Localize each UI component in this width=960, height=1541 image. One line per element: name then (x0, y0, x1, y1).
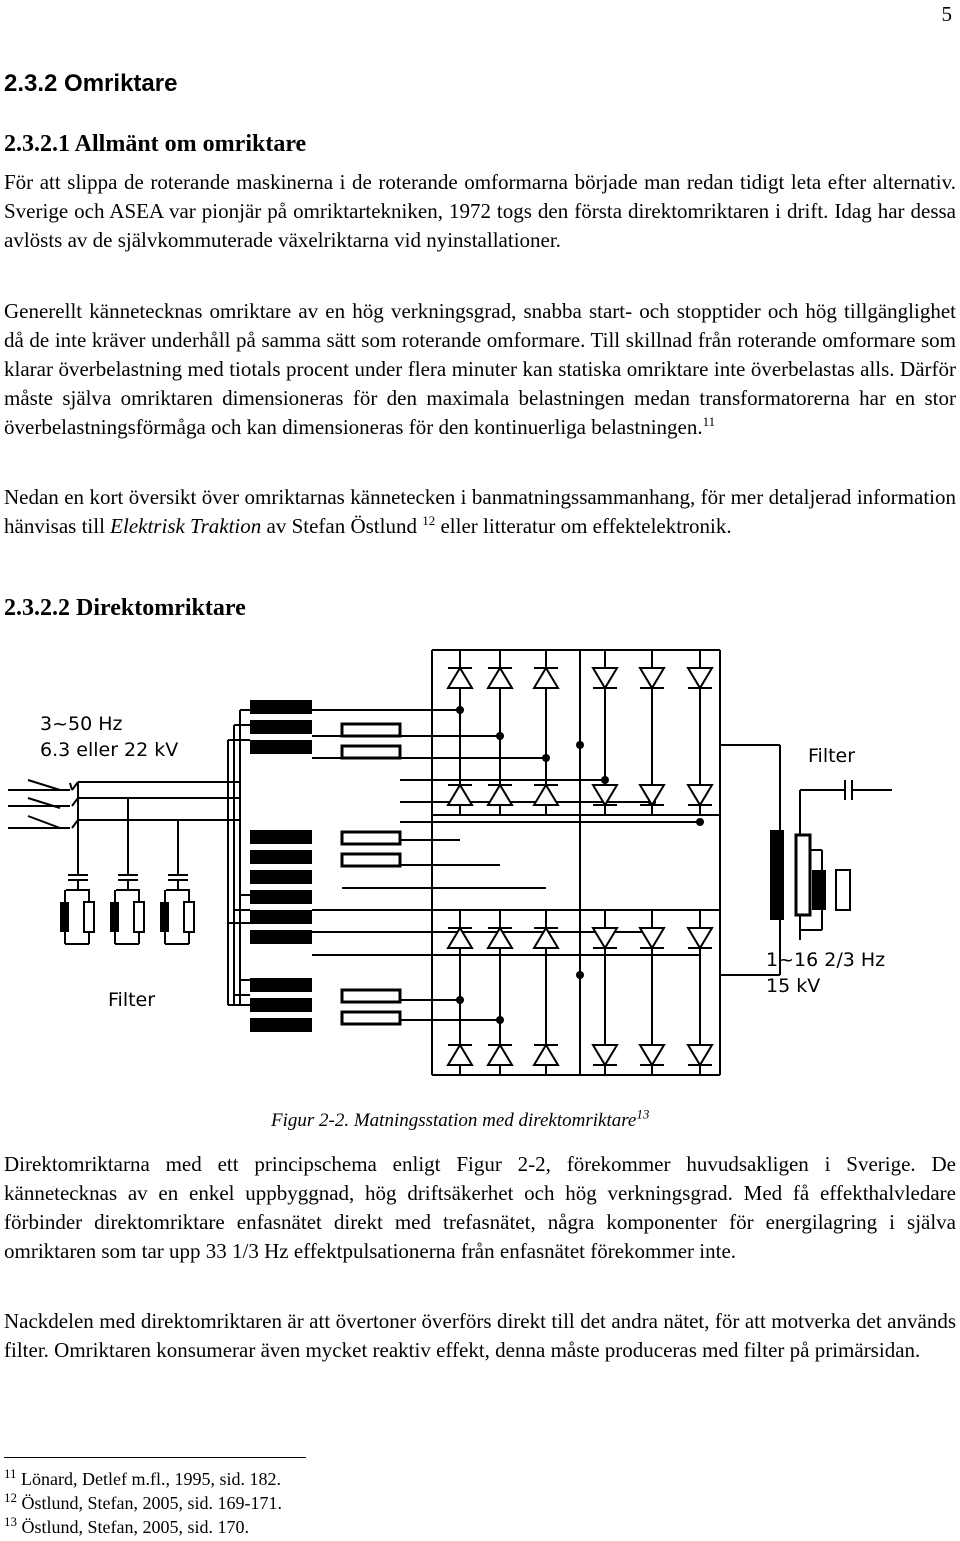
footnote-ref-12: 12 (422, 513, 436, 528)
section-heading: 2.3.2 Omriktare (4, 70, 178, 97)
paragraph-overview-before: Nedan en kort översikt över omriktarnas kännetecken i banmatningssammanhang, för mer detaljerad information hänvisas till (4, 485, 956, 538)
label-filter-left: Filter (108, 989, 156, 1011)
footnote-number: 12 (4, 1490, 17, 1505)
figure-caption-text: Figur 2-2. Matningsstation med direktomriktare (271, 1110, 637, 1131)
paragraph-disadvantage: Nackdelen med direktomriktaren är att övertoner överförs direkt till det andra nätet, för att motverka det används filter. Omriktaren konsumerar även mycket reaktiv effekt, denna måste produceras med filter på primärsidan. (4, 1309, 956, 1362)
footnote-text: Lönard, Detlef m.fl., 1995, sid. 182. (21, 1469, 281, 1489)
footnote-text: Östlund, Stefan, 2005, sid. 169-171. (21, 1493, 282, 1513)
paragraph-overview-after: eller litteratur om effektelektronik. (435, 514, 732, 538)
filter-right (812, 870, 850, 910)
book-title: Elektrisk Traktion (110, 514, 262, 538)
footnote-11 (4, 1468, 281, 1490)
label-input-voltage: 6.3 eller 22 kV (40, 739, 179, 761)
paragraph-direktomriktare: Direktomriktarna med ett principschema enligt Figur 2-2, förekommer huvudsakligen i Sverige. De kännetecknas av en enkel uppbyggnad, hög driftsäkerhet och hög verkningsgrad. Med få effekthalvledare förbinder direktomriktare enfasnätet direkt med trefasnätet, några komponenter för energilagring i själva omriktaren som tar upp 33 1/3 Hz effektpulsationerna från enfasnätet förekommer inte. (4, 1152, 956, 1263)
label-filter-right: Filter (808, 745, 856, 767)
circuit-diagram (0, 640, 960, 1100)
wiring (8, 650, 892, 1075)
figure-caption (271, 1106, 650, 1132)
footnote-text: Östlund, Stefan, 2005, sid. 170. (21, 1517, 249, 1537)
paragraph-intro: För att slippa de roterande maskinerna i de roterande omformarna började man redan tidigt leta efter alternativ. Sverige och ASEA var pionjär på omriktartekniken, 1972 togs den första direktomriktaren i drift. Idag har dessa avlösts av de självkommuterade växelriktarna vid nyinstallationer. (4, 170, 956, 252)
label-input-frequency: 3~50 Hz (40, 713, 123, 735)
paragraph-characteristics (4, 297, 956, 442)
subsection-heading-direktomriktare: 2.3.2.2 Direktomriktare (4, 595, 246, 621)
label-output-frequency: 1~16 2/3 Hz (766, 949, 886, 971)
footnote-ref-13: 13 (636, 1106, 650, 1122)
footnote-separator (4, 1457, 306, 1458)
label-output-voltage: 15 kV (766, 975, 821, 997)
paragraph-overview (4, 483, 956, 541)
footnote-13 (4, 1516, 249, 1538)
subsection-heading-allmant: 2.3.2.1 Allmänt om omriktare (4, 131, 307, 157)
transformer-windings (250, 700, 810, 1032)
paragraph-overview-middle: av Stefan Östlund (261, 514, 423, 538)
footnote-12 (4, 1492, 282, 1514)
page-number: 5 (941, 2, 952, 26)
footnote-number: 13 (4, 1514, 17, 1529)
footnote-number: 11 (4, 1466, 17, 1481)
footnote-ref-11: 11 (702, 414, 716, 429)
paragraph-characteristics-text: Generellt kännetecknas omriktare av en hög verkningsgrad, snabba start- och stopptider och hög tillgänglighet då de inte kräver underhåll på samma sätt som roterande omformare. Till skillnad från roterande omformare som klarar överbelastning med tiotals procent under flera minuter kan statiska omriktare inte överbelastas alls. Därför måste själva omriktaren dimensioneras för den maximala belastningen medan transformatorerna har en stor överbelastningsförmåga och kan dimensioneras för den kontinuerliga belastningen. (4, 299, 956, 439)
filter-bank-left (60, 840, 194, 944)
